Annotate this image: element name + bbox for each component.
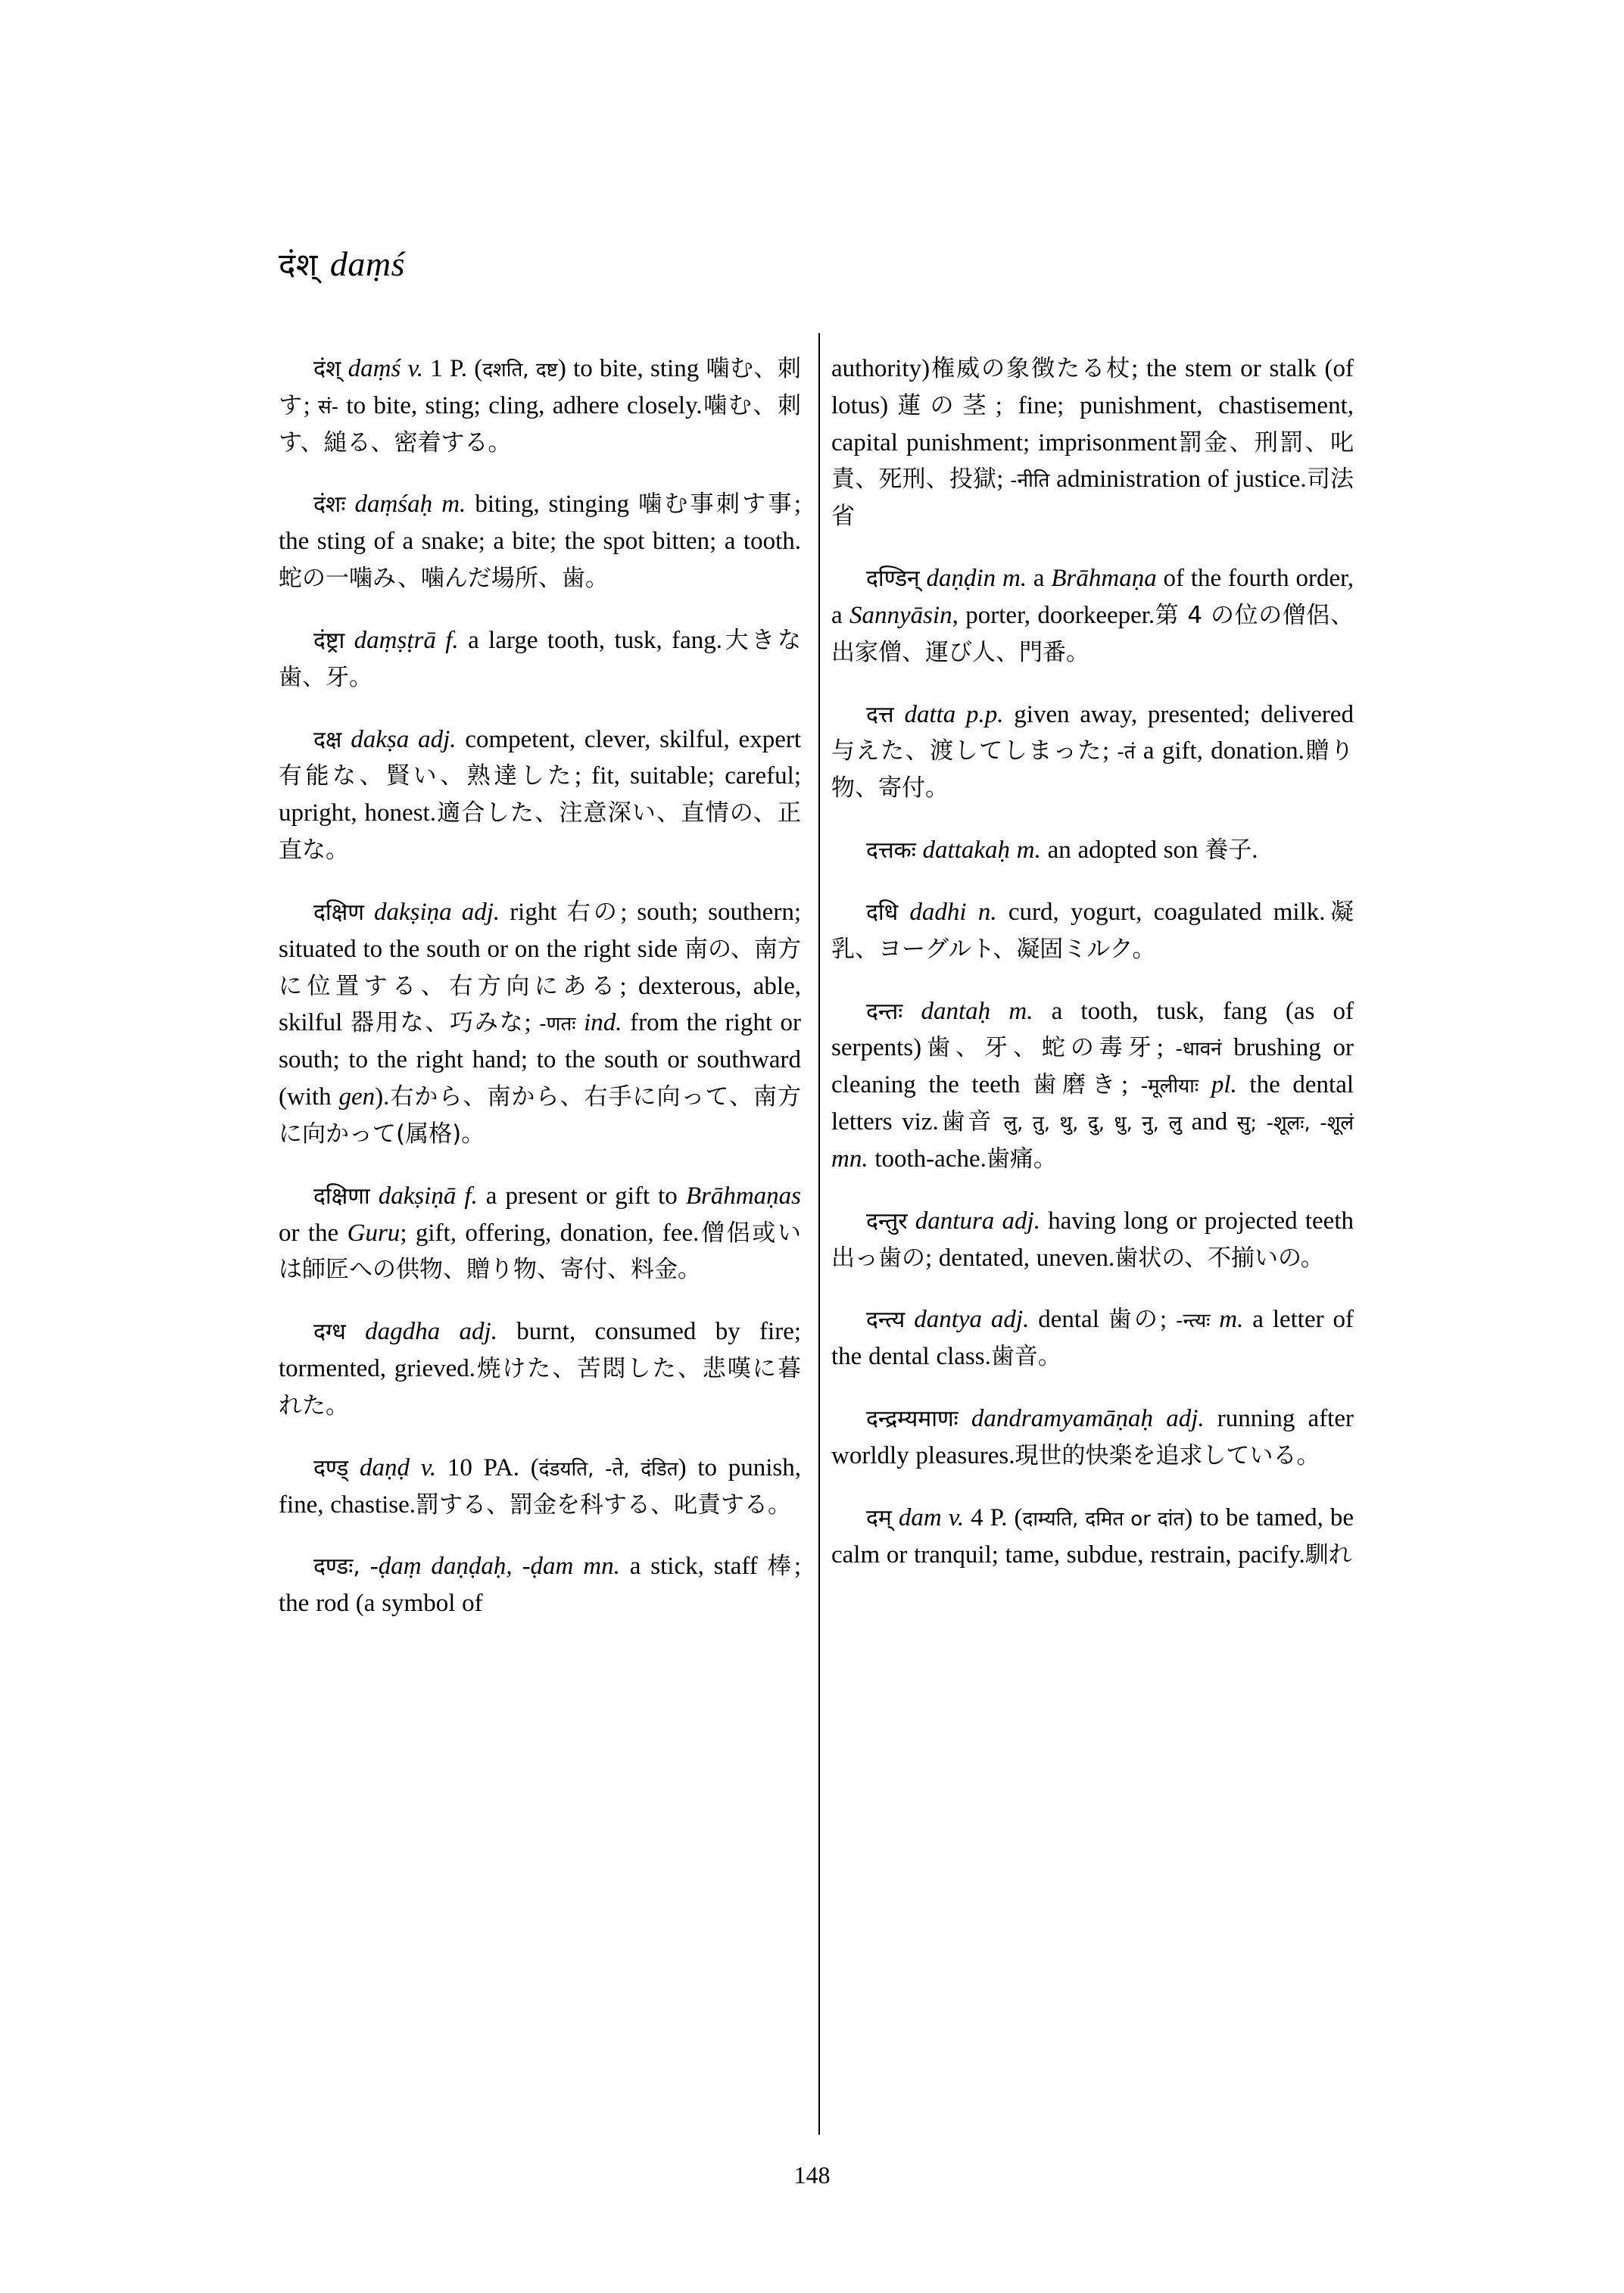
entry-headword-devanagari: दक्ष: [313, 726, 342, 753]
entry-headword-devanagari: दन्त्य: [866, 1307, 906, 1334]
entry-headword-devanagari: दक्षिण: [313, 899, 364, 926]
dictionary-entry: [279, 1548, 801, 1622]
entry-headword-devanagari: दधि: [866, 899, 899, 926]
dictionary-entry: [279, 1450, 801, 1524]
dictionary-entry: [279, 1313, 801, 1424]
entry-definition: m. biting, stinging 噛む事刺す事; the sting of a snake; a bite; the spot bitten; a tooth.蛇の一噛み、噛んだ場所、歯。: [279, 491, 802, 593]
entry-headword-transliteration: daṃṣṭrā: [354, 626, 436, 654]
entry-definition: f. a present or gift to Brāhmaṇas or the Guru; gift, offering, donation, fee.僧侶或いは師匠への供物、贈り物、寄付、料金。: [279, 1182, 802, 1284]
entry-headword-transliteration: datta: [904, 700, 956, 728]
dictionary-entry: [279, 894, 801, 1153]
header-devanagari: दंश्: [279, 246, 318, 283]
entry-headword-transliteration: dantura: [915, 1207, 995, 1235]
entry-headword-devanagari: दन्तः: [866, 998, 903, 1025]
entry-definition: n. curd, yogurt, coagulated milk.凝乳、ヨーグルト、凝固ミルク。: [831, 898, 1354, 963]
dictionary-entry: [831, 1400, 1354, 1475]
dictionary-entry: [831, 696, 1354, 807]
entry-headword-transliteration: dagdha: [365, 1318, 441, 1346]
dictionary-entry: [831, 1203, 1354, 1277]
entry-headword-transliteration: dam: [898, 1503, 942, 1531]
entry-headword-transliteration: dattakaḥ: [922, 837, 1010, 865]
entry-headword-transliteration: dantya: [914, 1306, 983, 1334]
entry-definition: authority)権威の象徴たる杖; the stem or stalk (of lotus)蓮の茎; fine; punishment, chastisement, capital punishment; imprisonment罰金、刑罰、叱責、死刑、投獄; -नीति administration of justice.司法省: [831, 355, 1354, 531]
entry-definition: mn. a stick, staff 棒; the rod (a symbol of: [279, 1553, 801, 1618]
dictionary-entry: [831, 560, 1354, 671]
entry-headword-transliteration: daṃśaḥ: [354, 491, 433, 519]
entry-definition: f. a large tooth, tusk, fang.大きな歯、牙。: [279, 626, 802, 691]
entry-definition: adj. running after worldly pleasures.現世的快楽を追求している。: [831, 1405, 1354, 1469]
dictionary-entry: [279, 486, 801, 597]
dictionary-entry: [279, 721, 801, 869]
entry-definition: v. 1 P. (दशति, दष्ट) to bite, sting 噛む、刺す; सं- to bite, sting; cling, adhere closely.噛む、刺す、縋る、密着する。: [279, 355, 802, 456]
entry-definition: adj. right 右の; south; southern; situated to the south or on the right side 南の、南方に位置する、右方向にある; dexterous, able, skilful 器用な、巧みな; -णतः ind. from the right or south; to the right hand; to the south or southward (with gen).右から、南から、右手に向って、南方に向かって(属格)。: [279, 898, 802, 1148]
entry-headword-transliteration: daṇḍ: [359, 1453, 410, 1481]
entry-headword-transliteration: dadhi: [909, 898, 967, 926]
entry-definition: p.p. given away, presented; delivered与えた、渡してしまった; -तं a gift, donation.贈り物、寄付。: [831, 700, 1354, 802]
dictionary-entry: [279, 622, 801, 696]
entry-headword-devanagari: दण्ड्: [313, 1454, 349, 1481]
entry-definition: adj. dental 歯の; -न्त्यः m. a letter of the dental class.歯音。: [831, 1306, 1354, 1371]
entry-headword-transliteration: -ḍaṃ daṇḍaḥ, -ḍam: [369, 1553, 574, 1581]
entry-headword-devanagari: दत्तकः: [866, 837, 916, 865]
dictionary-entry: [279, 1178, 801, 1288]
entry-headword-devanagari: दम्: [866, 1504, 892, 1531]
entry-definition: v. 10 PA. (दंडयति, -ते, दंडित) to punish, fine, chastise.罰する、罰金を科する、叱責する。: [279, 1453, 801, 1519]
dictionary-entry: [831, 832, 1354, 869]
column-container: [279, 326, 1354, 2142]
entry-headword-devanagari: दत्त: [866, 701, 894, 728]
page-number: 148: [793, 2161, 831, 2189]
dictionary-entry: [831, 993, 1354, 1178]
entry-headword-transliteration: dakṣa: [351, 725, 410, 753]
dictionary-entry: [831, 1500, 1354, 1574]
entry-headword-devanagari: दक्षिणा: [313, 1182, 370, 1210]
entry-definition: v. 4 P. (दाम्यति, दमित or दांत) to be tamed, be calm or tranquil; tame, subdue, restrain, pacify.馴れ: [831, 1503, 1354, 1569]
page-header: [279, 242, 405, 285]
dictionary-entry: [279, 350, 801, 461]
entry-definition: m. a Brāhmaṇa of the fourth order, a Sannyāsin, porter, doorkeeper.第 4 の位の僧侶、出家僧、運び人、門番。: [831, 565, 1354, 666]
header-transliteration: daṃś: [329, 245, 405, 283]
entry-headword-devanagari: दन्तुर: [866, 1207, 908, 1235]
entry-headword-devanagari: दग्ध: [313, 1319, 346, 1346]
entry-headword-transliteration: dakṣiṇa: [373, 898, 452, 926]
entry-headword-devanagari: दन्द्रम्यमाणः: [866, 1406, 959, 1433]
entry-headword-devanagari: दंशः: [313, 491, 346, 519]
entry-headword-transliteration: dandramyamāṇaḥ: [971, 1405, 1154, 1433]
entry-headword-devanagari: दण्डिन्: [866, 565, 920, 593]
entry-headword-transliteration: dantaḥ: [921, 997, 991, 1025]
dictionary-entry: [831, 1301, 1354, 1375]
dictionary-entry: [831, 894, 1354, 968]
entry-definition: m. an adopted son 養子.: [1016, 837, 1258, 865]
entry-headword-devanagari: दण्डः,: [313, 1553, 360, 1581]
entry-definition: adj. competent, clever, skilful, expert有能な、賢い、熟達した; fit, suitable; careful; upright, honest.適合した、注意深い、直情の、正直な。: [279, 725, 802, 865]
entry-headword-transliteration: daṃś: [348, 355, 401, 382]
entry-headword-transliteration: dakṣiṇā: [378, 1182, 457, 1210]
dictionary-entry: [831, 350, 1354, 535]
entry-definition: adj. burnt, consumed by fire; tormented, grieved.焼けた、苦悶した、悲嘆に暮れた。: [279, 1318, 802, 1419]
right-column: [831, 326, 1354, 2135]
entry-headword-devanagari: दंष्ट्रा: [313, 627, 345, 654]
left-column: [279, 326, 801, 2135]
entry-headword-transliteration: daṇḍin: [926, 565, 996, 593]
column-divider: [818, 333, 820, 2135]
entry-definition: m. a tooth, tusk, fang (as of serpents)歯、牙、蛇の毒牙; -धावनं brushing or cleaning the teeth 歯磨き; -मूलीयाः pl. the dental letters viz.歯音 लु, तु, थु, दु, धु, नु, लु and सु; -शूलः, -शूलं mn. tooth-ache.歯痛。: [831, 997, 1354, 1173]
entry-definition: adj. having long or projected teeth 出っ歯の; dentated, uneven.歯状の、不揃いの。: [831, 1207, 1354, 1272]
entry-headword-devanagari: दंश्: [313, 356, 341, 382]
